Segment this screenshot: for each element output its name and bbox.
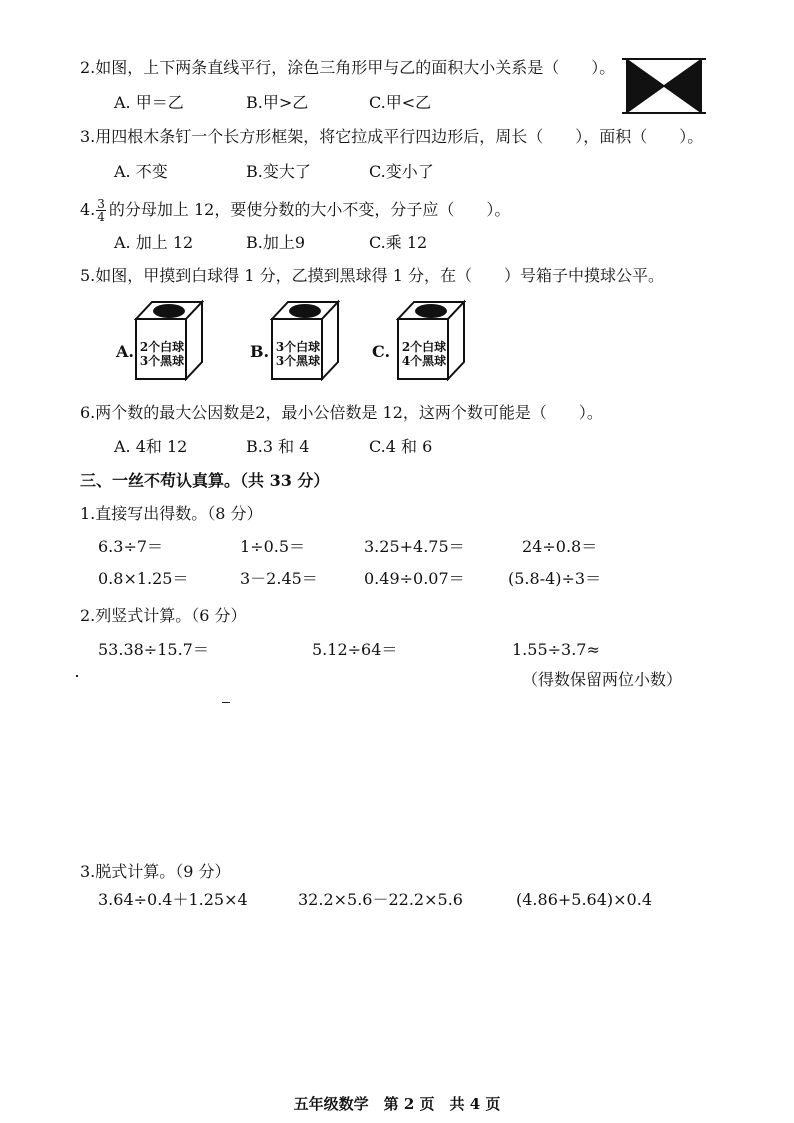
p3-item3: (4.86+5.64)×0.4: [516, 890, 652, 909]
part-3-title: 3.脱式计算。（9 分）: [80, 862, 231, 881]
q6-stem: 6.两个数的最大公因数是2，最小公倍数是 12，这两个数可能是（ ）。: [80, 403, 603, 422]
q5-box-c-black: 4个黑球: [401, 354, 447, 368]
q4-option-c[interactable]: C.乘 12: [369, 233, 428, 252]
q5-box-a-black: 3个黑球: [139, 354, 185, 368]
q3-option-b[interactable]: B.变大了: [246, 162, 311, 181]
q4-number: 4.: [80, 200, 96, 219]
q4-fraction: [96, 198, 106, 223]
p2-item2: 5.12÷64＝: [312, 640, 398, 659]
p1-row1-item2: 1÷0.5＝: [240, 537, 306, 556]
p2-rounding-note: （得数保留两位小数）: [522, 670, 683, 689]
section-3-title: 三、一丝不苟认真算。（共 33 分）: [80, 471, 330, 490]
q5-box-a-label[interactable]: A.: [116, 342, 134, 361]
q4-stem: 的分母加上 12，要使分数的大小不变，分子应（ ）。: [108, 200, 511, 219]
p1-row2-item3: 0.49÷0.07＝: [364, 569, 465, 588]
scan-speck: [76, 675, 78, 677]
p1-row2-item2: 3－2.45＝: [240, 569, 318, 588]
q5-box-c-label[interactable]: C.: [372, 342, 391, 361]
q4-option-b[interactable]: B.加上9: [246, 233, 306, 252]
q3-option-c[interactable]: C.变小了: [369, 162, 434, 181]
scan-speck: [222, 702, 230, 703]
q5-box-b-white: 3个白球: [275, 340, 321, 354]
q3-option-a[interactable]: A. 不变: [114, 162, 168, 181]
q5-box-c-white: 2个白球: [401, 340, 447, 354]
p1-row2-item4: (5.8-4)÷3＝: [508, 569, 602, 588]
q3-stem: 3.用四根木条钉一个长方形框架，将它拉成平行四边形后，周长（ ），面积（ ）。: [80, 127, 704, 146]
q2-triangle-figure: [622, 56, 706, 116]
p1-row1-item3: 3.25+4.75＝: [364, 537, 465, 556]
p3-item2: 32.2×5.6－22.2×5.6: [298, 890, 463, 909]
p2-item1: 53.38÷15.7＝: [98, 640, 209, 659]
q4-fraction-denominator: 4: [97, 210, 105, 224]
p1-row2-item1: 0.8×1.25＝: [98, 569, 189, 588]
q4-stem-line: [80, 198, 510, 223]
page-footer: 五年级数学 第 2 页 共 4 页: [293, 1095, 501, 1113]
p1-row1-item4: 24÷0.8＝: [522, 537, 598, 556]
q2-stem: 2.如图，上下两条直线平行，涂色三角形甲与乙的面积大小关系是（ ）。: [80, 58, 616, 77]
q5-box-a-white: 2个白球: [139, 340, 185, 354]
q4-fraction-numerator: 3: [97, 197, 105, 211]
part-2-title: 2.列竖式计算。（6 分）: [80, 606, 247, 625]
q5-box-b-label[interactable]: B.: [250, 342, 270, 361]
q5-stem: 5.如图，甲摸到白球得 1 分，乙摸到黑球得 1 分，在（ ）号箱子中摸球公平。: [80, 266, 664, 285]
p2-item3: 1.55÷3.7≈: [512, 640, 600, 659]
p1-row1-item1: 6.3÷7＝: [98, 537, 164, 556]
part-1-title: 1.直接写出得数。（8 分）: [80, 504, 263, 523]
q6-option-c[interactable]: C.4 和 6: [369, 437, 433, 456]
q2-option-a[interactable]: A. 甲＝乙: [114, 93, 184, 112]
p3-item1: 3.64÷0.4＋1.25×4: [98, 890, 248, 909]
q5-box-b-black: 3个黑球: [275, 354, 321, 368]
q6-option-b[interactable]: B.3 和 4: [246, 437, 310, 456]
q4-option-a[interactable]: A. 加上 12: [114, 233, 194, 252]
q2-option-c[interactable]: C.甲<乙: [369, 93, 432, 112]
q6-option-a[interactable]: A. 4和 12: [114, 437, 188, 456]
q2-option-b[interactable]: B.甲>乙: [246, 93, 309, 112]
